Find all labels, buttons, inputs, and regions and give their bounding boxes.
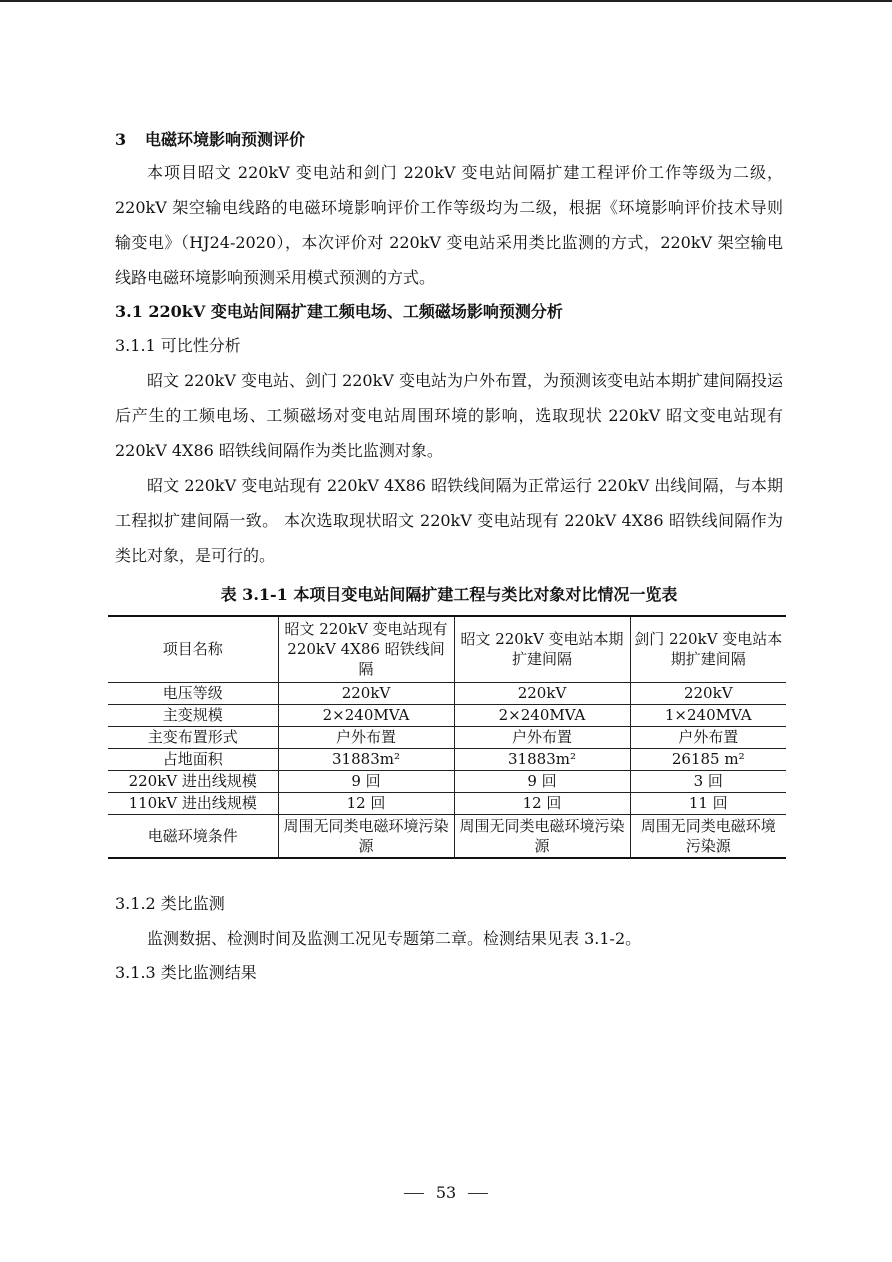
table-cell: 31883m² [278, 748, 454, 770]
header-cell: 剑门 220kV 变电站本期扩建间隔 [630, 616, 786, 682]
table-cell: 户外布置 [278, 726, 454, 748]
table-cell: 11 回 [630, 792, 786, 814]
page-footer [0, 1183, 892, 1202]
table-cell: 220kV [278, 682, 454, 704]
table-cell: 220kV [454, 682, 630, 704]
table-cell: 220kV [630, 682, 786, 704]
header-cell: 昭文 220kV 变电站现有 220kV 4X86 昭铁线间隔 [278, 616, 454, 682]
section-3-1-3-heading: 3.1.3 类比监测结果 [115, 963, 257, 982]
section-3-1-1-heading: 3.1.1 可比性分析 [115, 336, 241, 355]
table-cell: 9 回 [454, 770, 630, 792]
table-cell: 周围无同类电磁环境污染源 [454, 814, 630, 858]
table-row [108, 682, 786, 704]
comparability-paragraph-1: 昭文 220kV 变电站、剑门 220kV 变电站为户外布置，为预测该变电站本期扩建间隔投运后产生的工频电场、工频磁场对变电站周围环境的影响，选取现状 220kV 昭文变电站现有 220kV 4X86 昭铁线间隔作为类比监测对象。 [115, 371, 783, 460]
table-cell: 户外布置 [630, 726, 786, 748]
table-header-row [108, 616, 786, 682]
row-label: 电磁环境条件 [108, 814, 278, 858]
table-row [108, 748, 786, 770]
section-number: 3 [115, 130, 127, 149]
header-cell: 项目名称 [108, 616, 278, 682]
footer-dash-right [468, 1193, 488, 1194]
section-3-1-heading: 3.1 220kV 变电站间隔扩建工频电场、工频磁场影响预测分析 [115, 302, 563, 321]
page-number: 53 [435, 1183, 457, 1202]
intro-paragraph: 本项目昭文 220kV 变电站和剑门 220kV 变电站间隔扩建工程评价工作等级为二级，220kV 架空输电线路的电磁环境影响评价工作等级均为二级，根据《环境影响评价技术导则 输变电》（HJ24-2020），本次评价对 220kV 变电站采用类比监测的方式，220kV 架空输电线路电磁环境影响预测采用模式预测的方式。 [115, 163, 783, 287]
table-caption: 表 3.1-1 本项目变电站间隔扩建工程与类比对象对比情况一览表 [220, 585, 678, 604]
row-label: 220kV 进出线规模 [108, 770, 278, 792]
section-title: 电磁环境影响预测评价 [145, 130, 306, 149]
row-label: 主变规模 [108, 704, 278, 726]
page-top-border [0, 0, 892, 2]
table-cell: 户外布置 [454, 726, 630, 748]
table-cell: 2×240MVA [278, 704, 454, 726]
section-3-heading [115, 125, 783, 155]
row-label: 电压等级 [108, 682, 278, 704]
table-cell: 1×240MVA [630, 704, 786, 726]
table-cell: 周围无同类电磁环境污染源 [630, 814, 786, 858]
table-row [108, 726, 786, 748]
row-label: 主变布置形式 [108, 726, 278, 748]
monitoring-paragraph: 监测数据、检测时间及监测工况见专题第二章。检测结果见表 3.1-2。 [147, 929, 642, 948]
section-3-1-2-heading: 3.1.2 类比监测 [115, 894, 225, 913]
table-cell: 31883m² [454, 748, 630, 770]
table-cell: 3 回 [630, 770, 786, 792]
row-label: 占地面积 [108, 748, 278, 770]
table-cell: 12 回 [454, 792, 630, 814]
table-row [108, 704, 786, 726]
table-cell: 2×240MVA [454, 704, 630, 726]
table-row [108, 770, 786, 792]
table-row [108, 814, 786, 858]
footer-dash-left [404, 1193, 424, 1194]
header-cell: 昭文 220kV 变电站本期扩建间隔 [454, 616, 630, 682]
row-label: 110kV 进出线规模 [108, 792, 278, 814]
table-row [108, 792, 786, 814]
comparison-table [108, 615, 786, 859]
table-cell: 9 回 [278, 770, 454, 792]
document-body [115, 125, 783, 990]
table-cell: 26185 m² [630, 748, 786, 770]
comparability-paragraph-2: 昭文 220kV 变电站现有 220kV 4X86 昭铁线间隔为正常运行 220kV 出线间隔，与本期工程拟扩建间隔一致。 本次选取现状昭文 220kV 变电站现有 220kV 4X86 昭铁线间隔作为类比对象，是可行的。 [115, 476, 783, 565]
table-cell: 12 回 [278, 792, 454, 814]
table-cell: 周围无同类电磁环境污染源 [278, 814, 454, 858]
